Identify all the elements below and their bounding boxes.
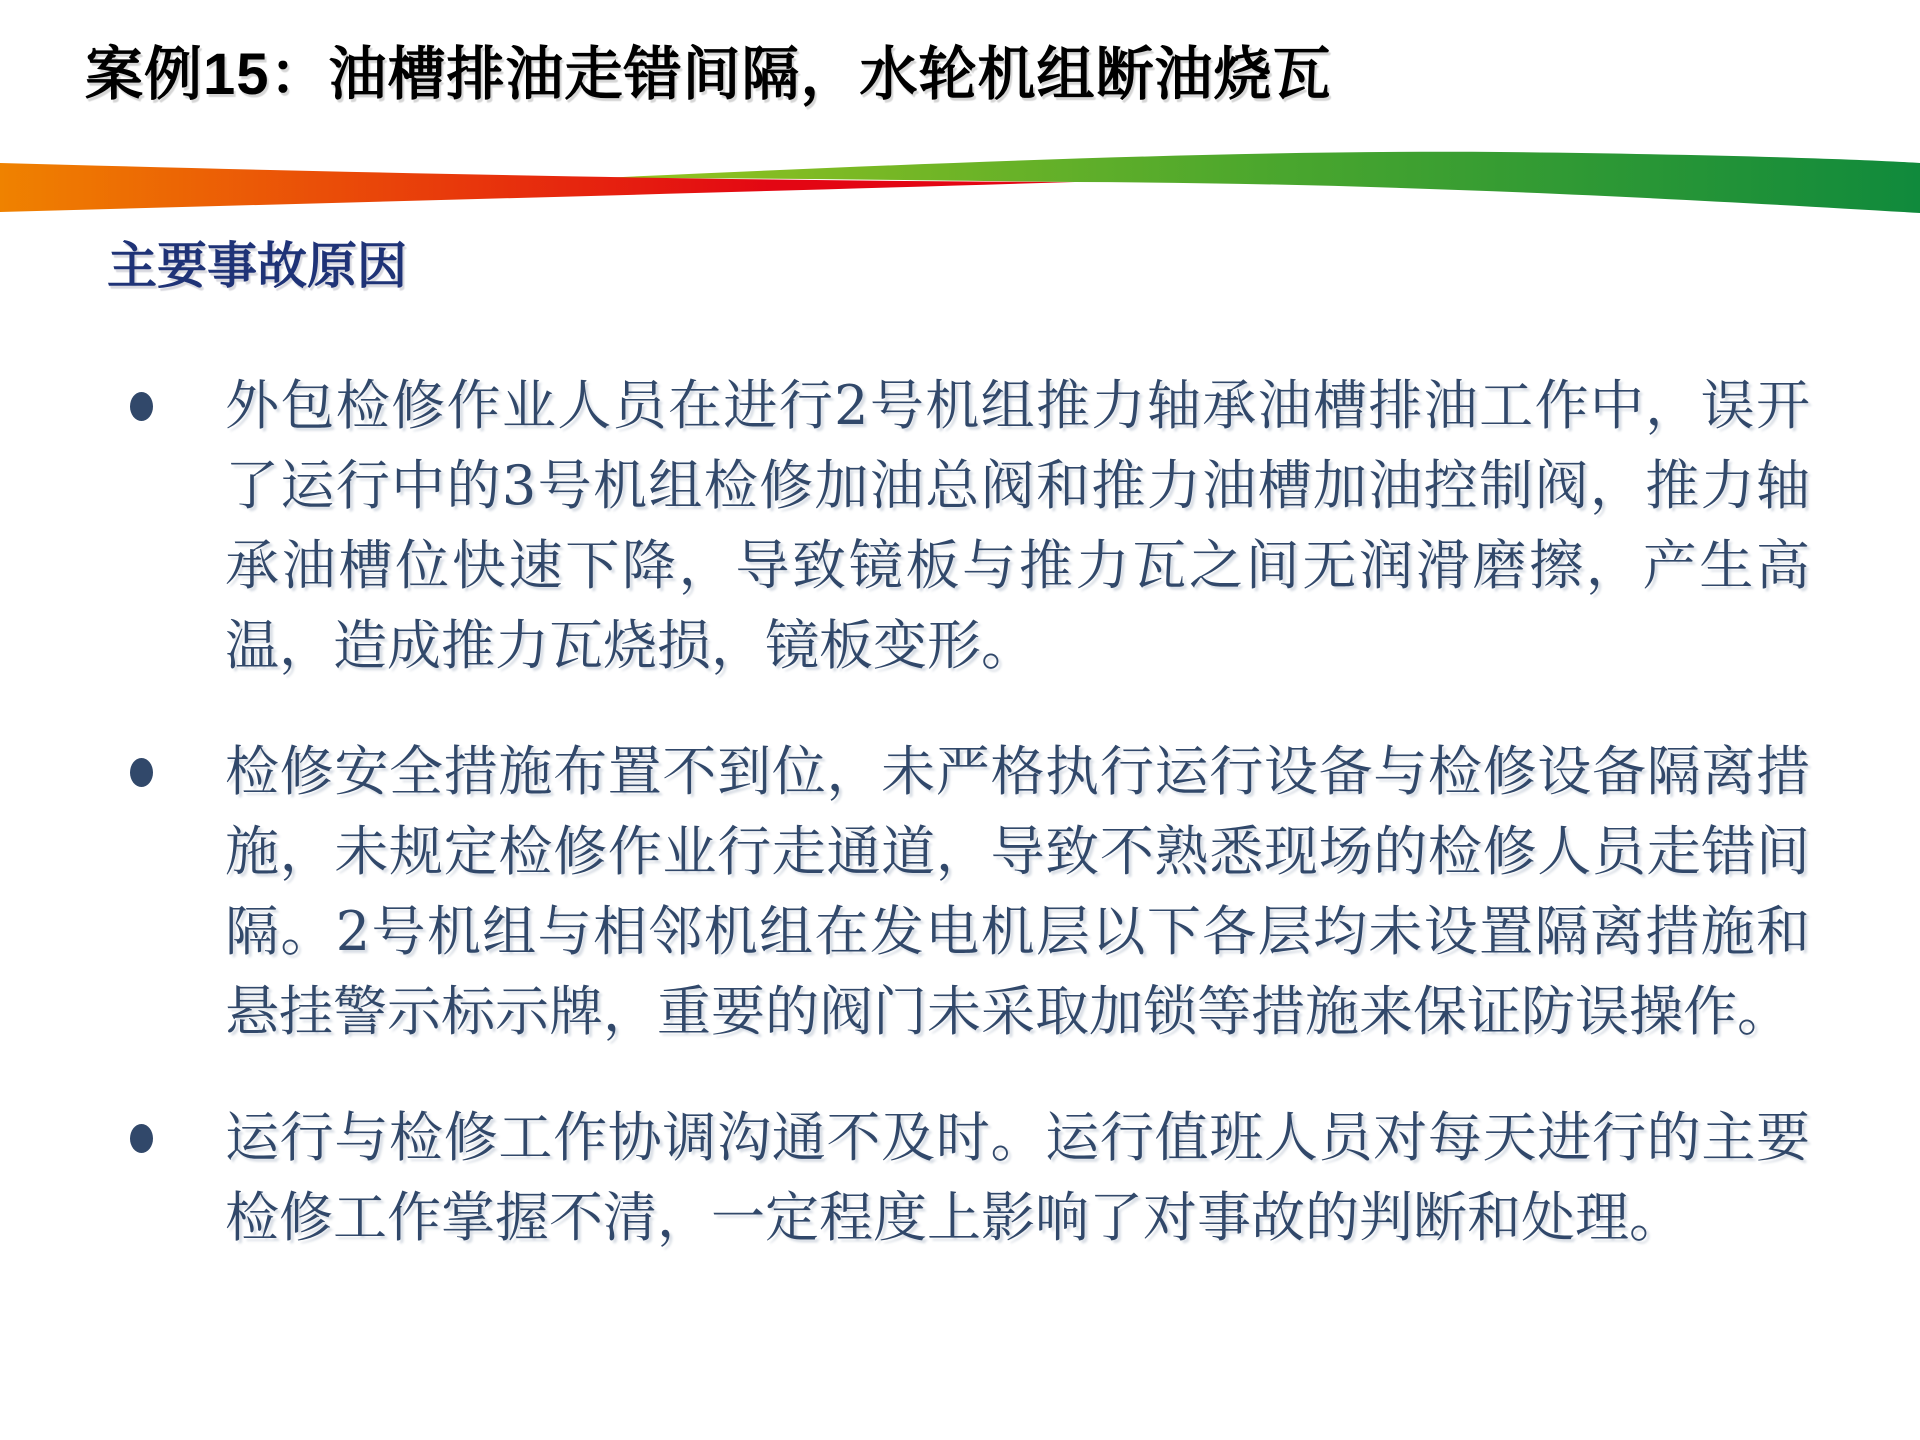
bullet-dot-icon [130, 1124, 153, 1153]
bullet-list [130, 366, 1820, 1304]
bullet-dot-icon [130, 758, 153, 787]
ribbon-swoosh-graphic [0, 120, 1920, 235]
bullet-item [130, 1098, 1820, 1258]
bullet-text: 外包检修作业人员在进行2号机组推力轴承油槽排油工作中，误开了运行中的3号机组检修加油总阀和推力油槽加油控制阀，推力轴承油槽位快速下降，导致镜板与推力瓦之间无润滑磨擦，产生高温，造成推力瓦烧损，镜板变形。 [225, 374, 1810, 677]
bullet-text: 检修安全措施布置不到位，未严格执行运行设备与检修设备隔离措施，未规定检修作业行走通道，导致不熟悉现场的检修人员走错间隔。2号机组与相邻机组在发电机层以下各层均未设置隔离措施和悬挂警示标示牌，重要的阀门未采取加锁等措施来保证防误操作。 [225, 740, 1810, 1043]
bullet-dot-icon [130, 392, 153, 421]
section-heading: 主要事故原因 [107, 238, 407, 294]
bullet-item [130, 366, 1820, 686]
slide-title: 案例15：油槽排油走错间隔，水轮机组断油烧瓦 [85, 42, 1332, 107]
bullet-text: 运行与检修工作协调沟通不及时。运行值班人员对每天进行的主要检修工作掌握不清，一定程度上影响了对事故的判断和处理。 [225, 1106, 1810, 1249]
bullet-item [130, 732, 1820, 1052]
